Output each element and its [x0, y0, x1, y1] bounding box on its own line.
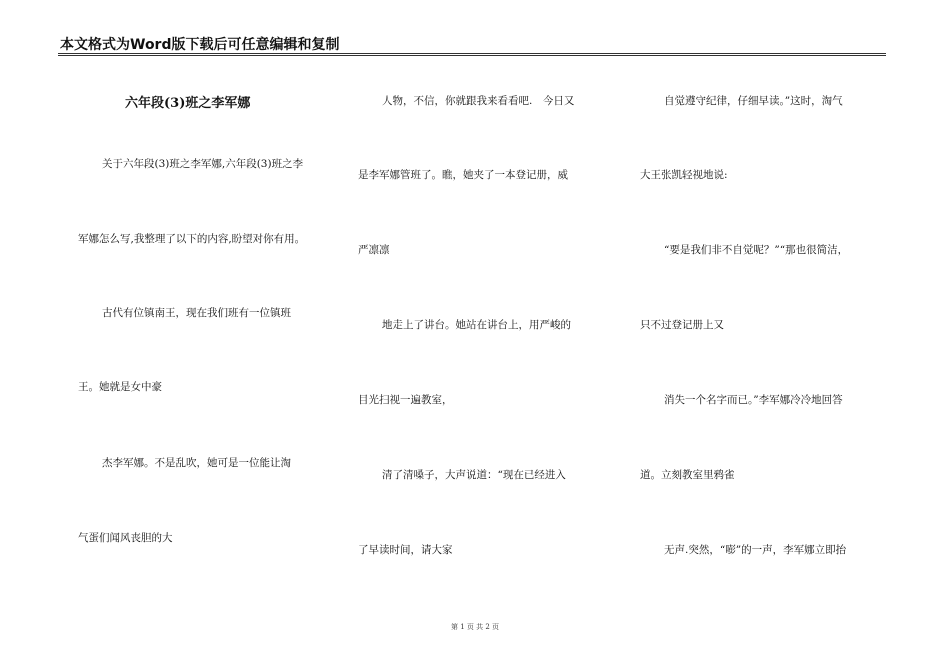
col2-line-4: 地走上了讲台。她站在讲台上，用严峻的 [382, 319, 571, 331]
col1-line-5: 杰李军娜。不是乱吹，她可是一位能让淘 [102, 457, 291, 469]
col3-line-7: 无声.突然，“嘭”的一声，李军娜立即抬 [664, 544, 847, 556]
col1-line-2: 军娜怎么写,我整理了以下的内容,盼望对你有用。 [78, 233, 306, 245]
col2-line-7: 了早读时间，请大家 [358, 544, 453, 556]
col3-line-5: 消失一个名字而已。”李军娜冷冷地回答 [664, 394, 843, 406]
col3-line-3: “要是我们非不自觉呢？”“那也很简洁， [664, 244, 849, 256]
header-rule-top [58, 53, 886, 54]
col2-line-2: 是李军娜管班了。瞧，她夹了一本登记册，威 [358, 169, 568, 181]
col2-line-6: 清了清嗓子，大声说道：“现在已经进入 [382, 469, 566, 481]
col1-line-6: 气蛋们闻风丧胆的大 [78, 532, 173, 544]
col1-line-1: 关于六年段(3)班之李军娜,六年段(3)班之李 [102, 158, 304, 170]
col2-line-1: 人物，不信，你就跟我来看看吧. 今日又 [382, 95, 575, 107]
header-rule-bottom [58, 55, 886, 56]
col2-line-5: 目光扫视一遍教室， [358, 394, 453, 406]
col2-line-3: 严凛凛 [358, 244, 390, 256]
col1-line-3: 古代有位镇南王，现在我们班有一位镇班 [102, 307, 291, 319]
article-title: 六年段(3)班之李军娜 [125, 96, 251, 111]
page-footer: 第 1 页 共 2 页 [450, 623, 500, 631]
col3-line-6: 道。立刻教室里鸦雀 [640, 469, 735, 481]
col3-line-4: 只不过登记册上又 [640, 319, 724, 331]
col3-line-2: 大王张凯轻视地说: [640, 169, 728, 181]
col1-line-4: 王。她就是女中豪 [78, 381, 162, 393]
col3-line-1: 自觉遵守纪律，仔细早读。”这时，淘气 [664, 95, 843, 107]
page-header: 本文格式为Word版下载后可任意编辑和复制 [60, 37, 340, 53]
